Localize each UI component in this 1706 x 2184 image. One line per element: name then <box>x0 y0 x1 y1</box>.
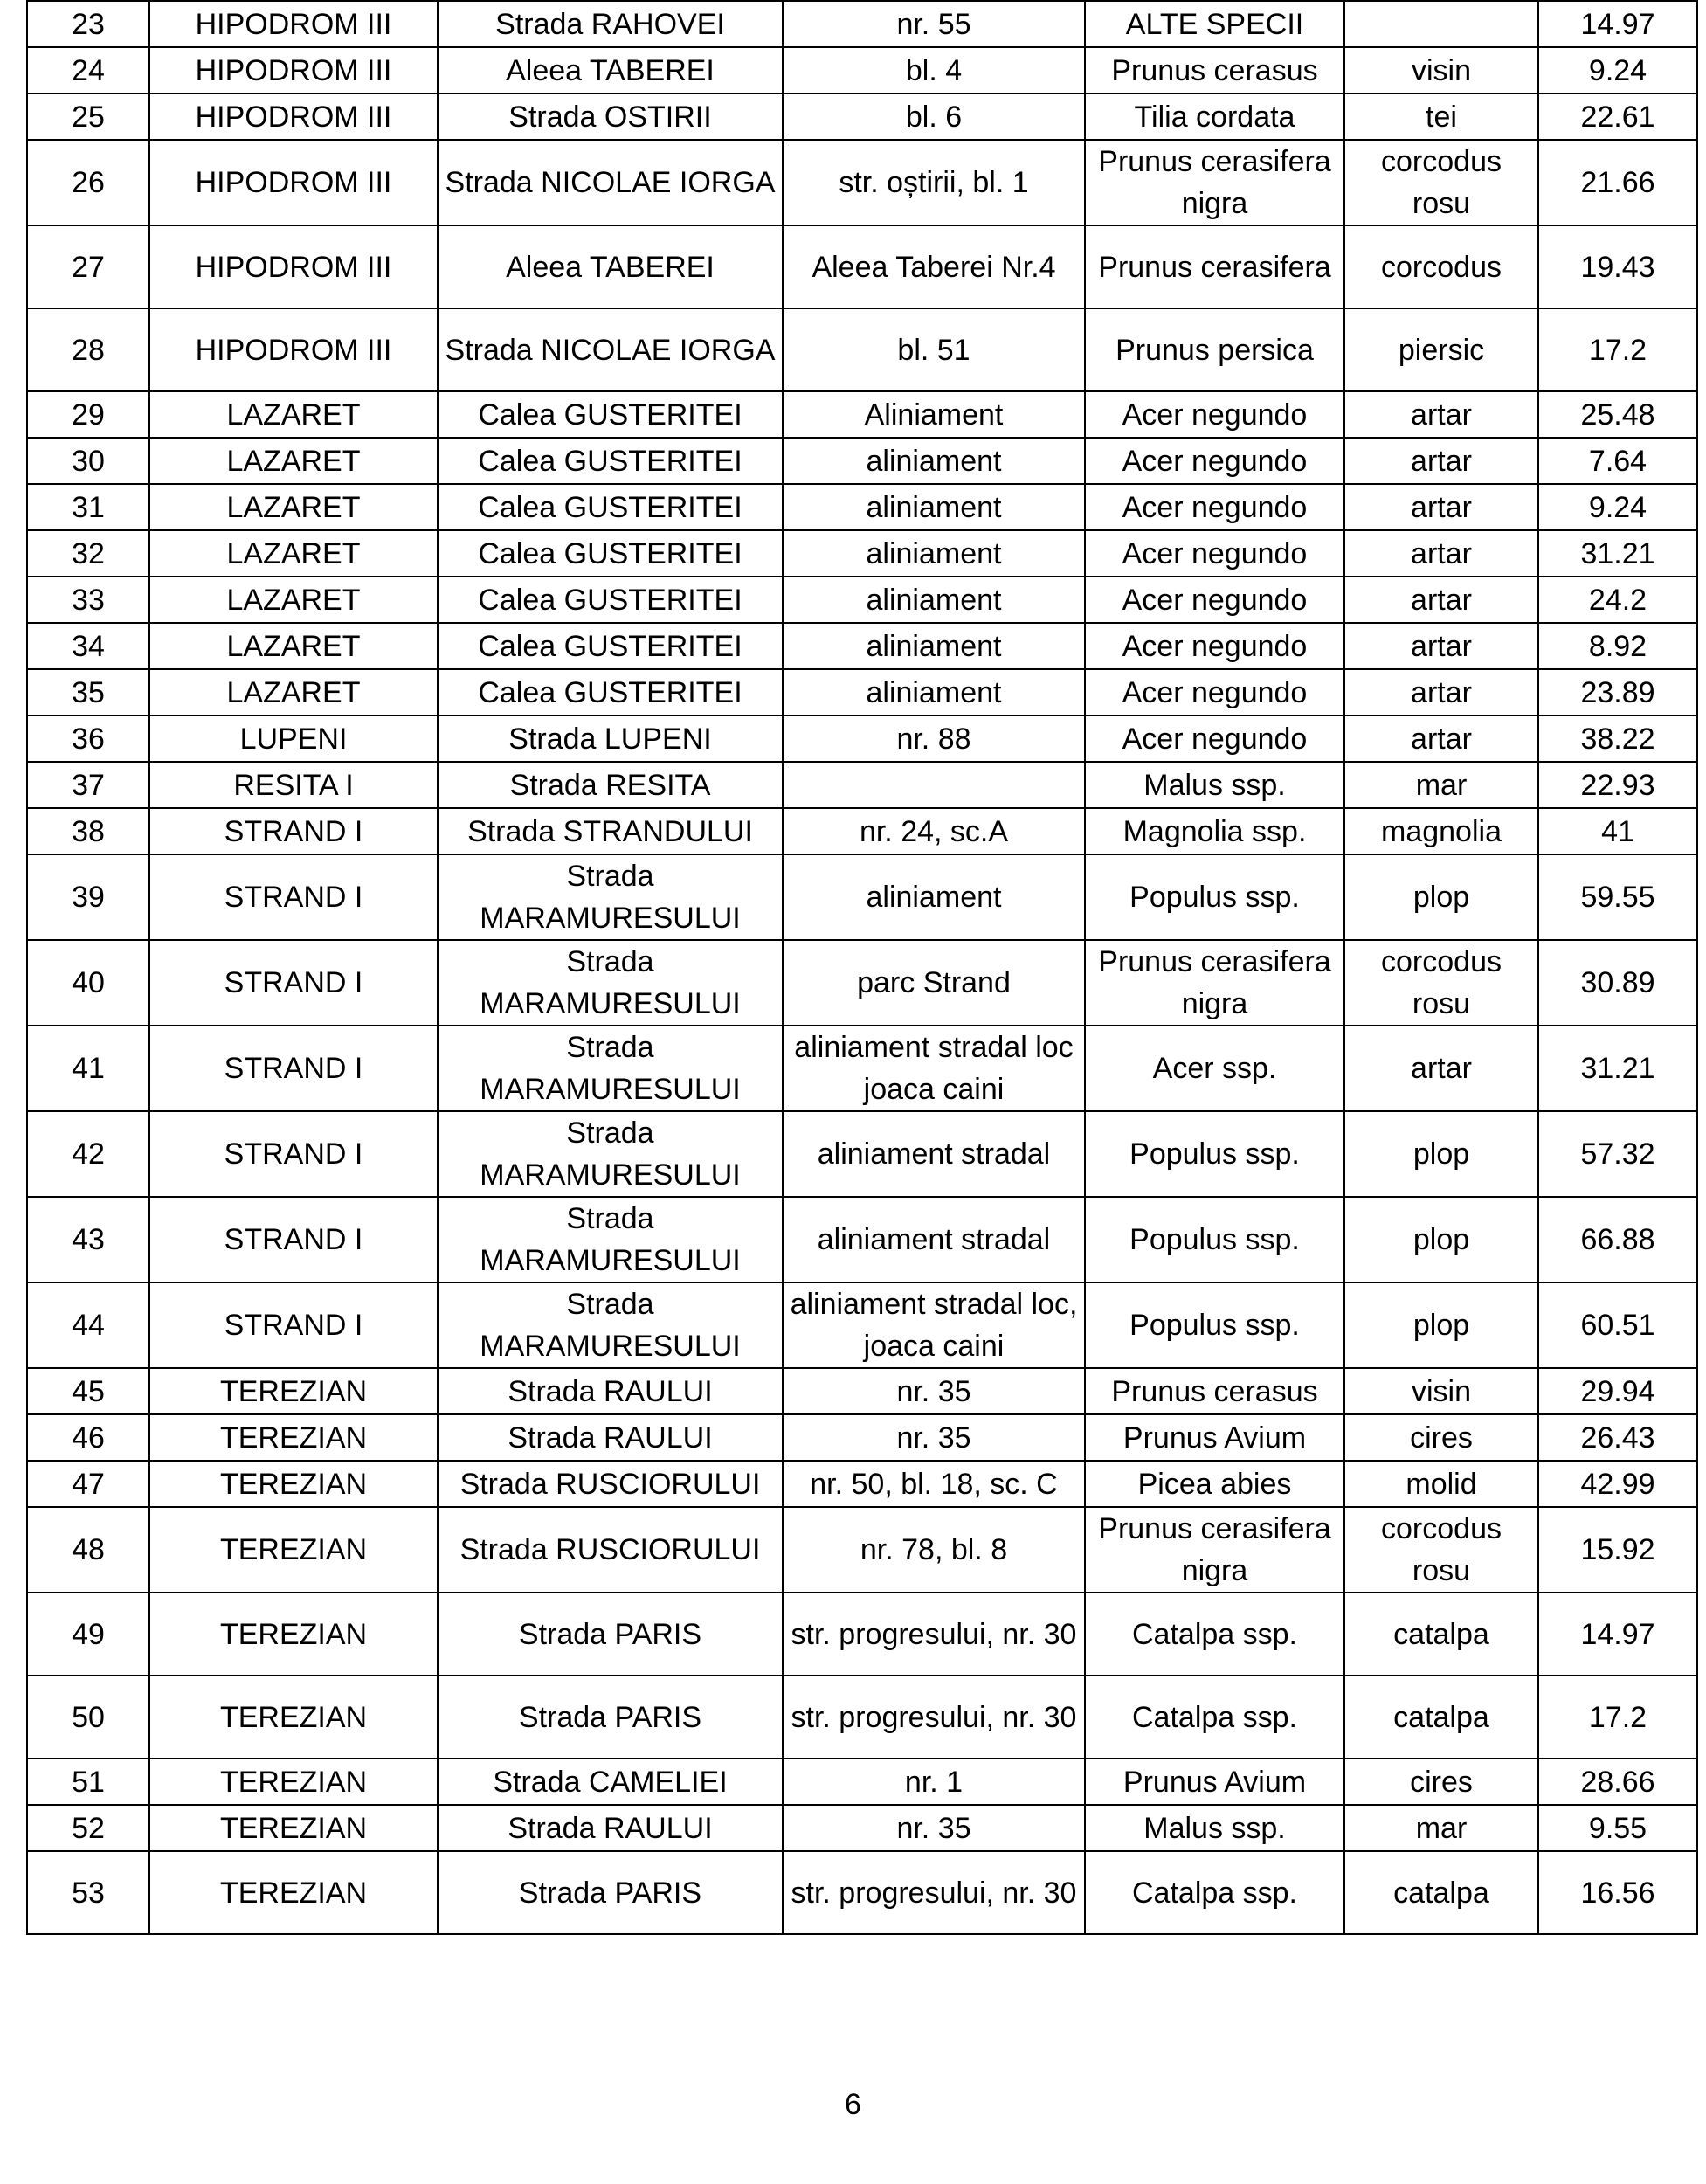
row-number-cell: 24 <box>27 47 149 93</box>
district-cell: LAZARET <box>149 391 438 438</box>
table-row <box>27 1 1697 47</box>
street-cell: Strada MARAMURESULUI <box>438 1197 783 1282</box>
table-row <box>27 484 1697 530</box>
species-latin-cell: Prunus cerasifera nigra <box>1085 140 1344 225</box>
species-common-cell: artar <box>1344 715 1538 762</box>
species-latin-cell: Prunus Avium <box>1085 1414 1344 1461</box>
diameter-cell: 29.94 <box>1538 1368 1697 1414</box>
table-row <box>27 1851 1697 1934</box>
address-cell: nr. 50, bl. 18, sc. C <box>783 1461 1085 1507</box>
street-cell: Strada MARAMURESULUI <box>438 854 783 940</box>
district-cell: STRAND I <box>149 808 438 854</box>
page-number: 6 <box>845 2088 861 2121</box>
species-common-cell: corcodus rosu <box>1344 940 1538 1026</box>
district-cell: STRAND I <box>149 1111 438 1197</box>
row-number-cell: 53 <box>27 1851 149 1934</box>
diameter-cell: 23.89 <box>1538 669 1697 715</box>
species-common-cell: corcodus rosu <box>1344 1507 1538 1593</box>
species-latin-cell: Tilia cordata <box>1085 93 1344 140</box>
species-latin-cell: Catalpa ssp. <box>1085 1676 1344 1759</box>
district-cell: HIPODROM III <box>149 308 438 391</box>
table-row <box>27 1676 1697 1759</box>
table-row <box>27 1414 1697 1461</box>
species-common-cell: cires <box>1344 1414 1538 1461</box>
address-cell: str. progresului, nr. 30 <box>783 1593 1085 1676</box>
address-cell: aliniament stradal <box>783 1111 1085 1197</box>
diameter-cell: 19.43 <box>1538 225 1697 308</box>
address-cell: bl. 6 <box>783 93 1085 140</box>
diameter-cell: 15.92 <box>1538 1507 1697 1593</box>
table-row <box>27 577 1697 623</box>
diameter-cell: 8.92 <box>1538 623 1697 669</box>
district-cell: HIPODROM III <box>149 47 438 93</box>
table-row <box>27 808 1697 854</box>
row-number-cell: 42 <box>27 1111 149 1197</box>
address-cell: bl. 4 <box>783 47 1085 93</box>
species-common-cell: corcodus rosu <box>1344 140 1538 225</box>
species-latin-cell: Acer ssp. <box>1085 1026 1344 1111</box>
species-latin-cell: Acer negundo <box>1085 484 1344 530</box>
row-number-cell: 46 <box>27 1414 149 1461</box>
district-cell: TEREZIAN <box>149 1461 438 1507</box>
species-latin-cell: Prunus cerasifera <box>1085 225 1344 308</box>
district-cell: TEREZIAN <box>149 1507 438 1593</box>
species-latin-cell: Catalpa ssp. <box>1085 1851 1344 1934</box>
species-common-cell: visin <box>1344 47 1538 93</box>
address-cell <box>783 762 1085 808</box>
street-cell: Strada RUSCIORULUI <box>438 1507 783 1593</box>
species-latin-cell: ALTE SPECII <box>1085 1 1344 47</box>
species-latin-cell: Prunus cerasus <box>1085 47 1344 93</box>
species-latin-cell: Populus ssp. <box>1085 1282 1344 1368</box>
street-cell: Strada OSTIRII <box>438 93 783 140</box>
species-common-cell: catalpa <box>1344 1593 1538 1676</box>
address-cell: aliniament <box>783 623 1085 669</box>
diameter-cell: 57.32 <box>1538 1111 1697 1197</box>
district-cell: TEREZIAN <box>149 1759 438 1805</box>
species-latin-cell: Populus ssp. <box>1085 1197 1344 1282</box>
diameter-cell: 17.2 <box>1538 308 1697 391</box>
species-latin-cell: Acer negundo <box>1085 577 1344 623</box>
table-row <box>27 715 1697 762</box>
species-latin-cell: Malus ssp. <box>1085 762 1344 808</box>
table-row <box>27 1759 1697 1805</box>
species-common-cell: artar <box>1344 484 1538 530</box>
species-common-cell: plop <box>1344 1111 1538 1197</box>
species-latin-cell: Acer negundo <box>1085 715 1344 762</box>
street-cell: Strada LUPENI <box>438 715 783 762</box>
row-number-cell: 33 <box>27 577 149 623</box>
species-common-cell: mar <box>1344 1805 1538 1851</box>
district-cell: HIPODROM III <box>149 140 438 225</box>
table-row <box>27 854 1697 940</box>
address-cell: nr. 55 <box>783 1 1085 47</box>
street-cell: Strada MARAMURESULUI <box>438 1111 783 1197</box>
diameter-cell: 59.55 <box>1538 854 1697 940</box>
species-latin-cell: Acer negundo <box>1085 530 1344 577</box>
table-row <box>27 762 1697 808</box>
row-number-cell: 39 <box>27 854 149 940</box>
species-latin-cell: Acer negundo <box>1085 438 1344 484</box>
diameter-cell: 16.56 <box>1538 1851 1697 1934</box>
table-row <box>27 140 1697 225</box>
table-row <box>27 669 1697 715</box>
species-common-cell: artar <box>1344 577 1538 623</box>
street-cell: Strada CAMELIEI <box>438 1759 783 1805</box>
address-cell: bl. 51 <box>783 308 1085 391</box>
district-cell: STRAND I <box>149 940 438 1026</box>
table-row <box>27 308 1697 391</box>
row-number-cell: 47 <box>27 1461 149 1507</box>
table-row <box>27 1026 1697 1111</box>
species-latin-cell: Picea abies <box>1085 1461 1344 1507</box>
diameter-cell: 30.89 <box>1538 940 1697 1026</box>
diameter-cell: 14.97 <box>1538 1 1697 47</box>
street-cell: Calea GUSTERITEI <box>438 577 783 623</box>
row-number-cell: 37 <box>27 762 149 808</box>
address-cell: Aliniament <box>783 391 1085 438</box>
species-common-cell: visin <box>1344 1368 1538 1414</box>
address-cell: aliniament <box>783 484 1085 530</box>
address-cell: nr. 88 <box>783 715 1085 762</box>
street-cell: Strada RAHOVEI <box>438 1 783 47</box>
table-row <box>27 1593 1697 1676</box>
table-row <box>27 438 1697 484</box>
species-latin-cell: Magnolia ssp. <box>1085 808 1344 854</box>
species-common-cell: molid <box>1344 1461 1538 1507</box>
address-cell: nr. 78, bl. 8 <box>783 1507 1085 1593</box>
table-row <box>27 1507 1697 1593</box>
species-common-cell: magnolia <box>1344 808 1538 854</box>
street-cell: Strada RESITA <box>438 762 783 808</box>
row-number-cell: 38 <box>27 808 149 854</box>
row-number-cell: 26 <box>27 140 149 225</box>
table-row <box>27 1368 1697 1414</box>
row-number-cell: 29 <box>27 391 149 438</box>
diameter-cell: 25.48 <box>1538 391 1697 438</box>
street-cell: Strada RAULUI <box>438 1805 783 1851</box>
row-number-cell: 31 <box>27 484 149 530</box>
address-cell: aliniament stradal <box>783 1197 1085 1282</box>
district-cell: LAZARET <box>149 438 438 484</box>
address-cell: aliniament <box>783 669 1085 715</box>
row-number-cell: 35 <box>27 669 149 715</box>
species-latin-cell: Prunus Avium <box>1085 1759 1344 1805</box>
street-cell: Strada NICOLAE IORGA <box>438 140 783 225</box>
street-cell: Calea GUSTERITEI <box>438 669 783 715</box>
street-cell: Calea GUSTERITEI <box>438 391 783 438</box>
district-cell: TEREZIAN <box>149 1593 438 1676</box>
diameter-cell: 60.51 <box>1538 1282 1697 1368</box>
address-cell: nr. 24, sc.A <box>783 808 1085 854</box>
street-cell: Strada PARIS <box>438 1593 783 1676</box>
diameter-cell: 24.2 <box>1538 577 1697 623</box>
species-latin-cell: Malus ssp. <box>1085 1805 1344 1851</box>
diameter-cell: 14.97 <box>1538 1593 1697 1676</box>
species-common-cell: piersic <box>1344 308 1538 391</box>
diameter-cell: 9.55 <box>1538 1805 1697 1851</box>
row-number-cell: 36 <box>27 715 149 762</box>
address-cell: str. oștirii, bl. 1 <box>783 140 1085 225</box>
row-number-cell: 40 <box>27 940 149 1026</box>
diameter-cell: 9.24 <box>1538 484 1697 530</box>
diameter-cell: 41 <box>1538 808 1697 854</box>
address-cell: aliniament <box>783 438 1085 484</box>
street-cell: Strada MARAMURESULUI <box>438 940 783 1026</box>
species-latin-cell: Populus ssp. <box>1085 854 1344 940</box>
address-cell: aliniament <box>783 577 1085 623</box>
species-common-cell: artar <box>1344 1026 1538 1111</box>
address-cell: aliniament <box>783 530 1085 577</box>
district-cell: TEREZIAN <box>149 1368 438 1414</box>
table-row <box>27 530 1697 577</box>
street-cell: Strada RAULUI <box>438 1368 783 1414</box>
address-cell: parc Strand <box>783 940 1085 1026</box>
species-common-cell: plop <box>1344 1282 1538 1368</box>
species-latin-cell: Prunus persica <box>1085 308 1344 391</box>
district-cell: LAZARET <box>149 577 438 623</box>
address-cell: Aleea Taberei Nr.4 <box>783 225 1085 308</box>
district-cell: STRAND I <box>149 854 438 940</box>
row-number-cell: 23 <box>27 1 149 47</box>
district-cell: LUPENI <box>149 715 438 762</box>
table-row <box>27 93 1697 140</box>
district-cell: LAZARET <box>149 484 438 530</box>
species-common-cell: cires <box>1344 1759 1538 1805</box>
row-number-cell: 41 <box>27 1026 149 1111</box>
street-cell: Calea GUSTERITEI <box>438 530 783 577</box>
species-common-cell: catalpa <box>1344 1851 1538 1934</box>
species-latin-cell: Prunus cerasifera nigra <box>1085 1507 1344 1593</box>
district-cell: TEREZIAN <box>149 1851 438 1934</box>
street-cell: Calea GUSTERITEI <box>438 484 783 530</box>
street-cell: Calea GUSTERITEI <box>438 438 783 484</box>
row-number-cell: 34 <box>27 623 149 669</box>
diameter-cell: 17.2 <box>1538 1676 1697 1759</box>
diameter-cell: 42.99 <box>1538 1461 1697 1507</box>
street-cell: Strada RAULUI <box>438 1414 783 1461</box>
diameter-cell: 38.22 <box>1538 715 1697 762</box>
diameter-cell: 22.61 <box>1538 93 1697 140</box>
species-latin-cell: Catalpa ssp. <box>1085 1593 1344 1676</box>
table-row <box>27 1282 1697 1368</box>
row-number-cell: 49 <box>27 1593 149 1676</box>
district-cell: STRAND I <box>149 1026 438 1111</box>
address-cell: nr. 35 <box>783 1414 1085 1461</box>
table-row <box>27 1111 1697 1197</box>
district-cell: HIPODROM III <box>149 225 438 308</box>
species-common-cell <box>1344 1 1538 47</box>
row-number-cell: 45 <box>27 1368 149 1414</box>
row-number-cell: 52 <box>27 1805 149 1851</box>
district-cell: LAZARET <box>149 623 438 669</box>
species-common-cell: plop <box>1344 854 1538 940</box>
row-number-cell: 51 <box>27 1759 149 1805</box>
street-cell: Aleea TABEREI <box>438 225 783 308</box>
species-latin-cell: Acer negundo <box>1085 623 1344 669</box>
species-common-cell: tei <box>1344 93 1538 140</box>
row-number-cell: 43 <box>27 1197 149 1282</box>
address-cell: str. progresului, nr. 30 <box>783 1676 1085 1759</box>
table-row <box>27 47 1697 93</box>
species-latin-cell: Prunus cerasus <box>1085 1368 1344 1414</box>
species-common-cell: mar <box>1344 762 1538 808</box>
species-latin-cell: Populus ssp. <box>1085 1111 1344 1197</box>
district-cell: TEREZIAN <box>149 1414 438 1461</box>
district-cell: TEREZIAN <box>149 1676 438 1759</box>
table-row <box>27 1805 1697 1851</box>
diameter-cell: 28.66 <box>1538 1759 1697 1805</box>
district-cell: RESITA I <box>149 762 438 808</box>
table-row <box>27 1197 1697 1282</box>
row-number-cell: 27 <box>27 225 149 308</box>
row-number-cell: 30 <box>27 438 149 484</box>
district-cell: LAZARET <box>149 669 438 715</box>
street-cell: Calea GUSTERITEI <box>438 623 783 669</box>
table-row <box>27 391 1697 438</box>
address-cell: str. progresului, nr. 30 <box>783 1851 1085 1934</box>
species-common-cell: catalpa <box>1344 1676 1538 1759</box>
row-number-cell: 28 <box>27 308 149 391</box>
street-cell: Strada NICOLAE IORGA <box>438 308 783 391</box>
row-number-cell: 32 <box>27 530 149 577</box>
row-number-cell: 48 <box>27 1507 149 1593</box>
district-cell: HIPODROM III <box>149 93 438 140</box>
street-cell: Strada PARIS <box>438 1851 783 1934</box>
diameter-cell: 31.21 <box>1538 1026 1697 1111</box>
species-common-cell: artar <box>1344 391 1538 438</box>
diameter-cell: 7.64 <box>1538 438 1697 484</box>
species-common-cell: artar <box>1344 669 1538 715</box>
street-cell: Strada MARAMURESULUI <box>438 1282 783 1368</box>
diameter-cell: 31.21 <box>1538 530 1697 577</box>
address-cell: aliniament stradal loc joaca caini <box>783 1026 1085 1111</box>
address-cell: nr. 1 <box>783 1759 1085 1805</box>
address-cell: nr. 35 <box>783 1368 1085 1414</box>
table-row <box>27 225 1697 308</box>
row-number-cell: 44 <box>27 1282 149 1368</box>
table-row <box>27 940 1697 1026</box>
table-row <box>27 623 1697 669</box>
row-number-cell: 25 <box>27 93 149 140</box>
table-body <box>27 1 1697 1934</box>
tree-inventory-table <box>26 0 1698 1935</box>
diameter-cell: 21.66 <box>1538 140 1697 225</box>
street-cell: Aleea TABEREI <box>438 47 783 93</box>
row-number-cell: 50 <box>27 1676 149 1759</box>
address-cell: nr. 35 <box>783 1805 1085 1851</box>
street-cell: Strada PARIS <box>438 1676 783 1759</box>
address-cell: aliniament stradal loc, joaca caini <box>783 1282 1085 1368</box>
species-latin-cell: Acer negundo <box>1085 391 1344 438</box>
diameter-cell: 26.43 <box>1538 1414 1697 1461</box>
species-common-cell: corcodus <box>1344 225 1538 308</box>
diameter-cell: 66.88 <box>1538 1197 1697 1282</box>
district-cell: STRAND I <box>149 1197 438 1282</box>
species-latin-cell: Prunus cerasifera nigra <box>1085 940 1344 1026</box>
table-row <box>27 1461 1697 1507</box>
district-cell: LAZARET <box>149 530 438 577</box>
species-common-cell: artar <box>1344 623 1538 669</box>
district-cell: HIPODROM III <box>149 1 438 47</box>
street-cell: Strada RUSCIORULUI <box>438 1461 783 1507</box>
district-cell: STRAND I <box>149 1282 438 1368</box>
diameter-cell: 22.93 <box>1538 762 1697 808</box>
street-cell: Strada STRANDULUI <box>438 808 783 854</box>
species-common-cell: artar <box>1344 530 1538 577</box>
address-cell: aliniament <box>783 854 1085 940</box>
species-common-cell: artar <box>1344 438 1538 484</box>
species-common-cell: plop <box>1344 1197 1538 1282</box>
species-latin-cell: Acer negundo <box>1085 669 1344 715</box>
district-cell: TEREZIAN <box>149 1805 438 1851</box>
street-cell: Strada MARAMURESULUI <box>438 1026 783 1111</box>
diameter-cell: 9.24 <box>1538 47 1697 93</box>
